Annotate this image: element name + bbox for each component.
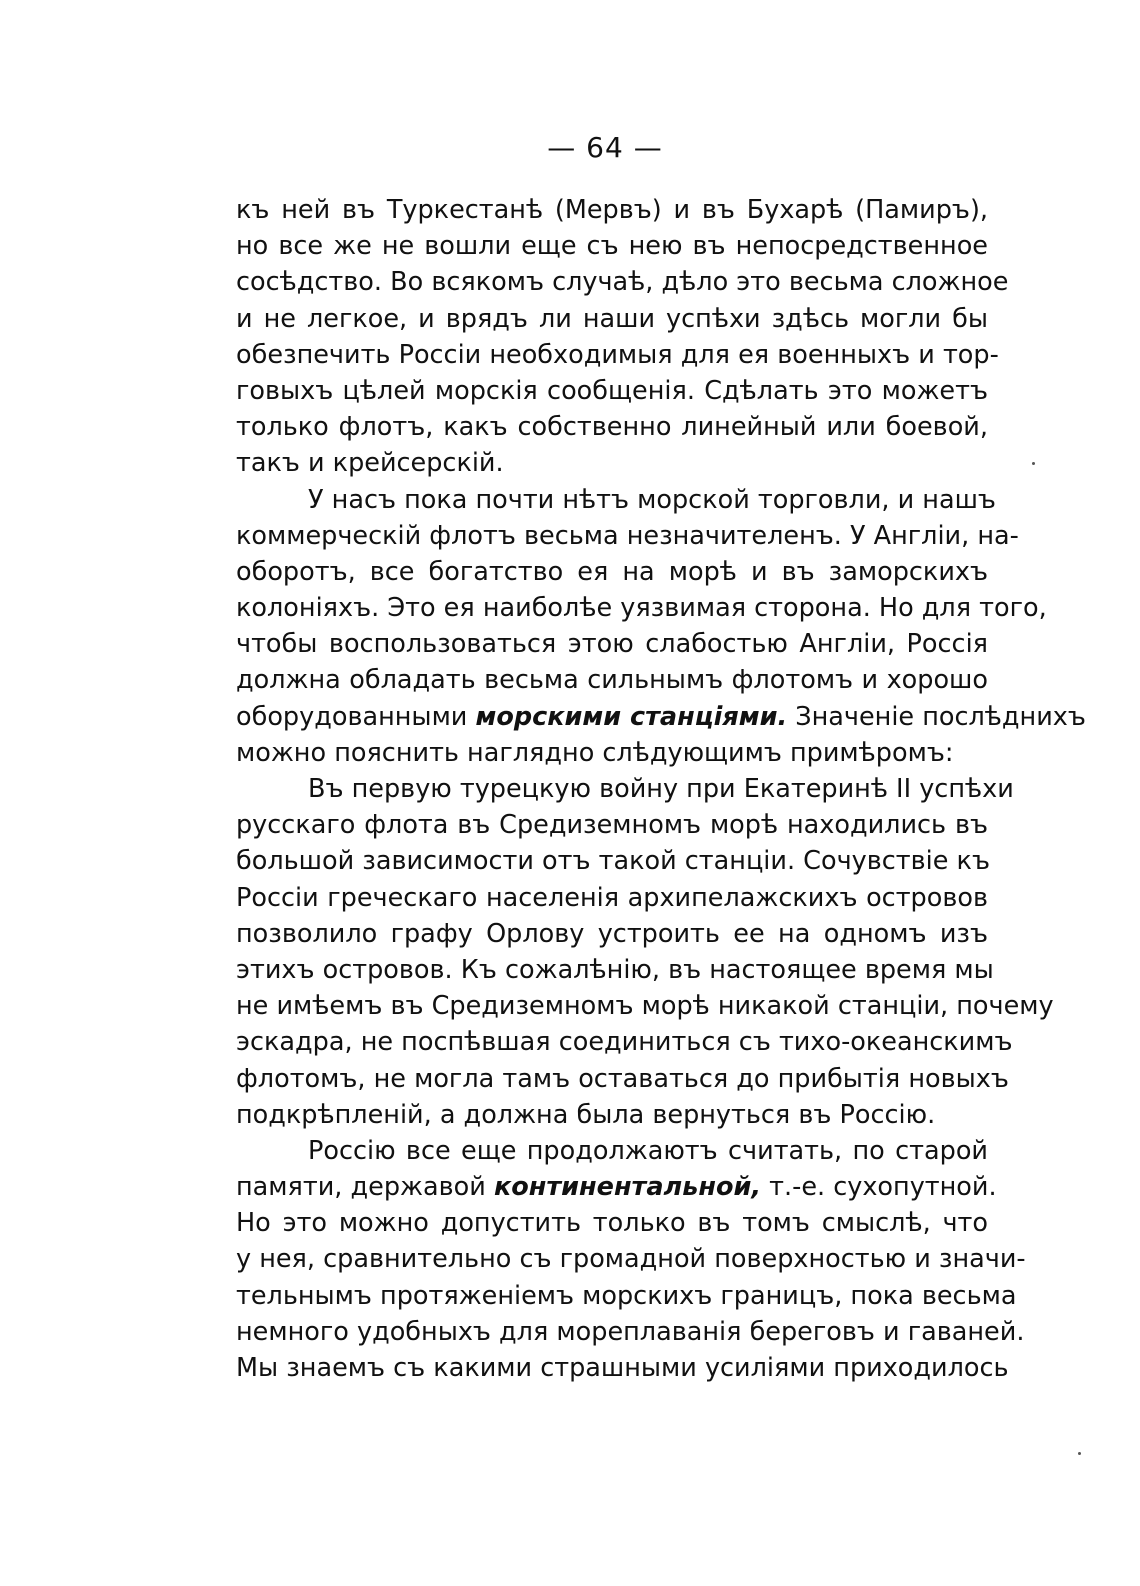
text-fragment: Значеніе послѣднихъ (795, 701, 1086, 732)
text-line: эскадра, не поспѣвшая соединиться съ тихо-океанскимъ (236, 1027, 1013, 1058)
text-line: можно пояснить наглядно слѣдующимъ примѣромъ: (236, 737, 954, 768)
text-line: только флотъ, какъ собственно линейный или боевой, (236, 412, 988, 443)
body-text (236, 192, 1086, 1386)
text-line: говыхъ цѣлей морскія сообщенія. Сдѣлать это можетъ (236, 375, 988, 406)
text-line: должна обладать весьма сильнымъ флотомъ и хорошо (236, 665, 988, 696)
text-line: Мы знаемъ съ какими страшными усиліями приходилось (236, 1353, 1009, 1383)
text-line: флотомъ, не могла тамъ оставаться до прибытія новыхъ (236, 1063, 1009, 1094)
text-line: колоніяхъ. Это ея наиболѣе уязвимая сторона. Но для того, (236, 593, 1047, 624)
text-line: но все же не вошли еще съ нею въ непосредственное (236, 231, 988, 262)
text-line: позволило графу Орлову устроить ее на одномъ изъ (236, 918, 988, 949)
page-number: — 64 — (547, 131, 663, 164)
text-line: чтобы воспользоваться этою слабостью Англіи, Россія (236, 629, 988, 660)
text-line: коммерческій флотъ весьма незначителенъ. У Англіи, на- (236, 520, 1019, 551)
text-line: Но это можно допустить только въ томъ смыслѣ, что (236, 1208, 988, 1239)
scan-speck (1032, 462, 1035, 465)
italic-phrase: континентальной, (493, 1172, 762, 1203)
text-line: не имѣемъ въ Средиземномъ морѣ никакой станціи, почему (236, 991, 1054, 1022)
text-line: тельнымъ протяженіемъ морскихъ границъ, пока весьма (236, 1280, 1017, 1311)
text-line: Россію все еще продолжаютъ считать, по старой (308, 1135, 988, 1166)
text-line: сосѣдство. Во всякомъ случаѣ, дѣло это весьма сложное (236, 267, 1009, 298)
text-line: такъ и крейсерскій. (236, 448, 504, 479)
text-line: Въ первую турецкую войну при Екатеринѣ II успѣхи (308, 774, 1014, 804)
text-line: этихъ островов. Къ сожалѣнію, въ настоящее время мы (236, 954, 994, 985)
scan-speck (1078, 1452, 1081, 1455)
text-line (236, 699, 1086, 735)
text-line (236, 1169, 997, 1205)
text-line: у нея, сравнительно съ громадной поверхностью и значи- (236, 1244, 1026, 1275)
text-line: оборотъ, все богатство ея на морѣ и въ заморскихъ (236, 556, 988, 587)
text-line: У насъ пока почти нѣтъ морской торговли, и нашъ (308, 484, 996, 515)
text-line: русскаго флота въ Средиземномъ морѣ находились въ (236, 810, 988, 841)
text-fragment: памяти, державой (236, 1172, 486, 1203)
text-line: подкрѣпленій, а должна была вернуться въ Россію. (236, 1099, 936, 1130)
text-line: къ ней въ Туркестанѣ (Мервъ) и въ Бухарѣ (Памиръ), (236, 195, 988, 225)
text-line: обезпечить Россіи необходимыя для ея военныхъ и тор- (236, 339, 999, 370)
text-line: большой зависимости отъ такой станціи. Сочувствіе къ (236, 846, 990, 877)
text-line: и не легкое, и врядъ ли наши успѣхи здѣсь могли бы (236, 303, 988, 334)
text-fragment: т.-е. сухопутной. (769, 1172, 997, 1203)
text-line: немного удобныхъ для мореплаванія береговъ и гаваней. (236, 1316, 1025, 1347)
italic-phrase: морскими станціями. (475, 701, 788, 732)
text-fragment: оборудованными (236, 701, 468, 732)
text-line: Россіи греческаго населенія архипелажскихъ островов (236, 882, 988, 913)
